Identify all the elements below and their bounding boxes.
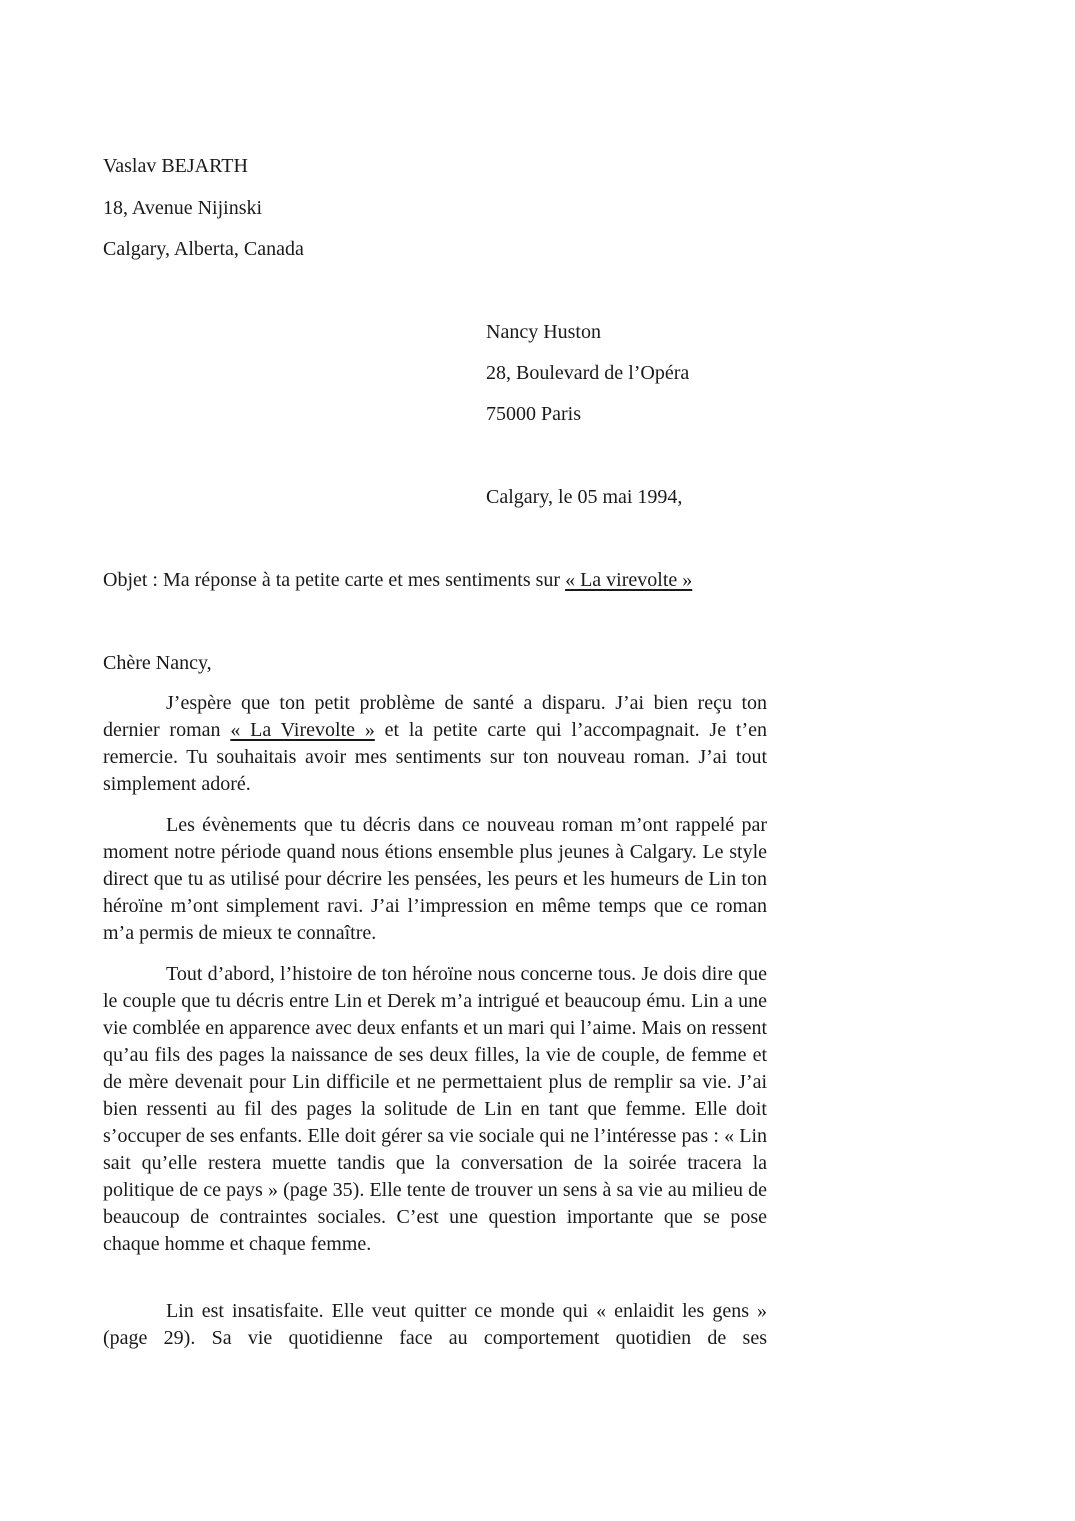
paragraph-1-after: et la petite carte qui l’accompagnait. Je t’en remercie. Tu souhaitais avoir mes sentiments sur ton nouveau roman. J’ai tout simplement adoré.	[103, 719, 767, 795]
salutation: Chère Nancy,	[103, 652, 212, 674]
sender-address: 18, Avenue Nijinski	[103, 197, 263, 219]
paragraph-4: Lin est insatisfaite. Elle veut quitter ce monde qui « enlaidit les gens » (page 29). Sa vie quotidienne face au comportement quotidien de ses	[103, 1300, 767, 1349]
paragraph-2: Les évènements que tu décris dans ce nouveau roman m’ont rappelé par moment notre période quand nous étions ensemble plus jeunes à Calgary. Le style direct que tu as utilisé pour décrire les pensées, les peurs et les humeurs de Lin ton héroïne m’ont simplement ravi. J’ai l’impression en même temps que ce roman m’a permis de mieux te connaître.	[103, 814, 767, 944]
object-book-title: « La virevolte »	[565, 569, 693, 591]
letter-body	[103, 690, 767, 798]
sender-city: Calgary, Alberta, Canada	[103, 238, 304, 260]
recipient-city: 75000 Paris	[486, 403, 581, 425]
paragraph-1	[103, 690, 767, 798]
paragraph-1-before: J’espère que ton petit problème de santé a disparu. J’ai bien reçu ton dernier roman	[103, 692, 767, 741]
object-line	[103, 568, 692, 592]
object-label: Objet : Ma réponse à ta petite carte et mes sentiments sur	[103, 569, 566, 591]
letter-body-3	[103, 961, 767, 1258]
paragraph-1-book-title: « La Virevolte »	[230, 719, 375, 741]
paragraph-3: Tout d’abord, l’histoire de ton héroïne nous concerne tous. Je dois dire que le couple que tu décris entre Lin et Derek m’a intrigué et beaucoup ému. Lin a une vie comblée en apparence avec deux enfants et un mari qui l’aime. Mais on ressent qu’au fils des pages la naissance de ses deux filles, la vie de couple, de femme et de mère devenait pour Lin difficile et ne permettaient plus de remplir sa vie. J’ai bien ressenti au fil des pages la solitude de Lin en tant que femme. Elle doit s’occuper de ses enfants. Elle doit gérer sa vie sociale qui ne l’intéresse pas : « Lin sait qu’elle restera muette tandis que la conversation de la soirée tracera la politique de ce pays » (page 35). Elle tente de trouver un sens à sa vie au milieu de beaucoup de contraintes sociales. C’est une question importante que se pose chaque homme et chaque femme.	[103, 963, 767, 1255]
date-line: Calgary, le 05 mai 1994,	[486, 486, 683, 508]
sender-name: Vaslav BEJARTH	[103, 155, 248, 177]
letter-body-2	[103, 812, 767, 947]
letter-body-4	[103, 1298, 767, 1352]
recipient-address: 28, Boulevard de l’Opéra	[486, 362, 690, 384]
recipient-name: Nancy Huston	[486, 321, 601, 343]
